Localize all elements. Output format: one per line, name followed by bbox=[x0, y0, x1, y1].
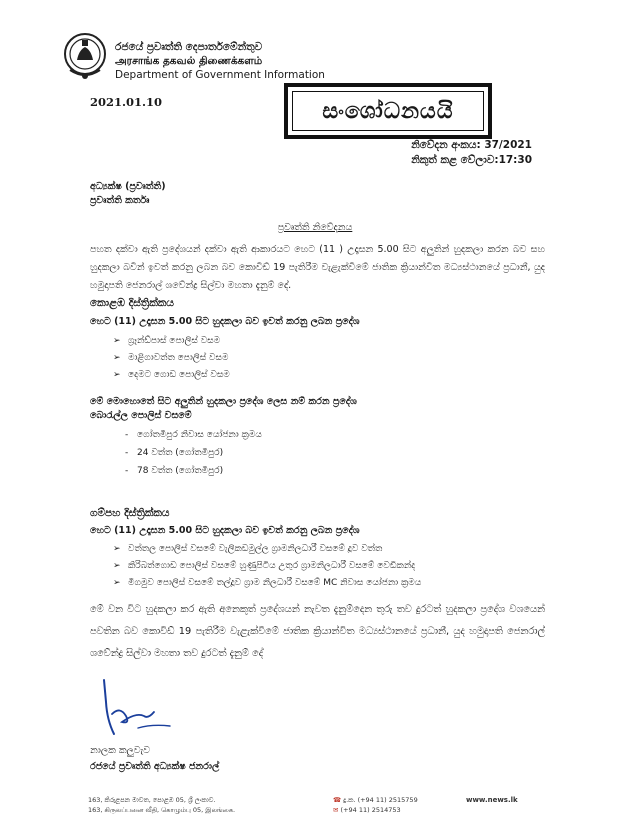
sri-lanka-emblem-icon bbox=[62, 30, 108, 82]
fax-number: (+94 11) 2514753 bbox=[340, 806, 401, 814]
signer-name: නාලක කලුවැව bbox=[90, 745, 151, 756]
revision-stamp: සංශෝධනයයි bbox=[284, 83, 492, 139]
footer-website-link[interactable]: www.news.lk bbox=[466, 796, 518, 804]
phone-label: දු.ක. bbox=[343, 796, 356, 804]
fax-icon: ✉ bbox=[333, 806, 339, 814]
dept-name-english: Department of Government Information bbox=[115, 69, 325, 81]
release-reference bbox=[411, 138, 532, 168]
phone-number: (+94 11) 2515759 bbox=[357, 796, 418, 804]
release-date: 2021.01.10 bbox=[90, 95, 163, 109]
addressee-line-1: අධ්‍යක්ෂ (ප්‍රවෘත්ති) bbox=[90, 181, 166, 192]
footer-address bbox=[88, 795, 235, 815]
dept-name-sinhala: රජයේ ප්‍රවෘත්ති දෙපාර්තමේන්තුව bbox=[115, 41, 263, 53]
list-item: ➢ මාළිගාවත්ත පොලිස් වසම bbox=[113, 350, 230, 367]
list-item: - ගෝතමීපුර නිවාස යෝජනා ක්‍රමය bbox=[125, 426, 262, 444]
signer-block bbox=[90, 743, 219, 775]
list-item: ➢ මීගමුව පොලිස් වසමේ තල්දූව ග්‍රාම නිලධාරී වසමේ MC නිවාස යෝජනා ක්‍රමය bbox=[113, 575, 421, 592]
issued-time: නිකුත් කළ වේලාව:17:30 bbox=[411, 154, 532, 166]
list-item: ➢ කිරිබත්ගොඩ පොලිස් වසමේ හුණුපිටිය උතුර ග්‍රාමනිලධාරී වසමේ වෙඩිකන්ද bbox=[113, 558, 421, 575]
footer-address-sinhala: 163, කිරුළපන මාවත, පොළඹ 05, ශ්‍රී ලංකාව. bbox=[88, 796, 216, 804]
intro-paragraph: පහත දක්වා ඇති ප්‍රදේශයන් දක්වා ඇති ආකාරයට හෙට (11 ) උදෑසන 5.00 සිට අලුතින් හුදකලා කරන බව සහ හුදකලා බවින් ඉවත් කරනු ලබන බව කොවිඩ් 19 පැතිරීම වැළැක්වීමේ ජාතික ක්‍රියාන්විත මධ්‍යස්ථානයේ ප්‍රධානී, යුද හමුදාපති ජෙනරාල් ශවේන්ද්‍ර සිල්වා මහතා දැනුම් දේ. bbox=[90, 244, 545, 291]
gampaha-district-heading: ගම්පහ දිස්ත්‍රික්කය bbox=[90, 507, 170, 519]
dept-name-tamil: அரசாங்க தகவல் திணைக்களம் bbox=[115, 55, 263, 67]
addressee-line-2: ප්‍රවෘත්ති කර්තෘ bbox=[90, 195, 150, 206]
colombo-new-police-area: බොරැල්ල පොලිස් වසමේ bbox=[90, 410, 192, 421]
colombo-released-list bbox=[113, 333, 230, 384]
department-name-block bbox=[115, 40, 325, 82]
colombo-new-areas-list bbox=[125, 426, 262, 480]
closing-paragraph: මේ වන විට හුදකලා කර ඇති අනෙකුත් ප්‍රදේශයන් නැවත දැනුම්දෙන තුරු තව දුරටත් හුදකලා ප්‍රදේශ වශයෙන් පවතින බව කොවිඩ් 19 පැතිරීම වැළැක්වීමේ ජාතික ක්‍රියාන්විත මධ්‍යස්ථානයේ ප්‍රධානී, යුද හමුදාපති ජෙනරාල් ශවේන්ද්‍ර සිල්වා මහතා තව දුරටත් දැනුම් දේ bbox=[90, 604, 545, 659]
colombo-released-title: හෙට (11) උදෑසන 5.00 සිට හුදකලා බව ඉවත් කරනු ලබන ප්‍රදේශ bbox=[90, 316, 360, 327]
phone-icon: ☎ bbox=[333, 796, 342, 804]
list-item: ➢ වත්තල පොලිස් වසමේ වැලිකඩමුල්ල ග්‍රාමනිලධාරී වසමේ දූව වත්ත bbox=[113, 541, 421, 558]
list-item: - 78 වත්ත (ගෝතමීපුර) bbox=[125, 462, 262, 480]
gampaha-released-title: හෙට (11) උදෑසන 5.00 සිට හුදකලා බව ඉවත් කරනු ලබන ප්‍රදේශ bbox=[90, 525, 360, 536]
addressee-block bbox=[90, 180, 166, 208]
list-item: ➢ ග්‍රෑන්ඩ්පාස් පොලිස් වසම bbox=[113, 333, 230, 350]
list-item: ➢ දෙමට ගොඩ පොලිස් වසම bbox=[113, 367, 230, 384]
footer-address-tamil: 163, கிருலப்பனை வீதி, கொழும்பு 05, இலங்கை. bbox=[88, 806, 236, 814]
handwritten-signature-icon bbox=[92, 672, 212, 750]
colombo-district-heading: කොළඹ දිස්ත්‍රික්කය bbox=[90, 297, 174, 309]
subject-heading: ප්‍රවෘත්ති නිවේදනය bbox=[277, 222, 353, 233]
release-number: නිවේදන අංකය: 37/2021 bbox=[411, 139, 532, 151]
list-item: - 24 වත්ත (ගෝතමීපුර) bbox=[125, 444, 262, 462]
footer-contacts bbox=[333, 795, 418, 815]
signer-title: රජයේ ප්‍රවෘත්ති අධ්‍යක්ෂ ජනරාල් bbox=[90, 761, 220, 772]
colombo-new-title: මේ මොහොතේ සිට අලුතින් හුදකලා ප්‍රදේශ ලෙස නම් කරන ප්‍රදේශ bbox=[90, 396, 357, 407]
gampaha-released-list bbox=[113, 541, 421, 592]
